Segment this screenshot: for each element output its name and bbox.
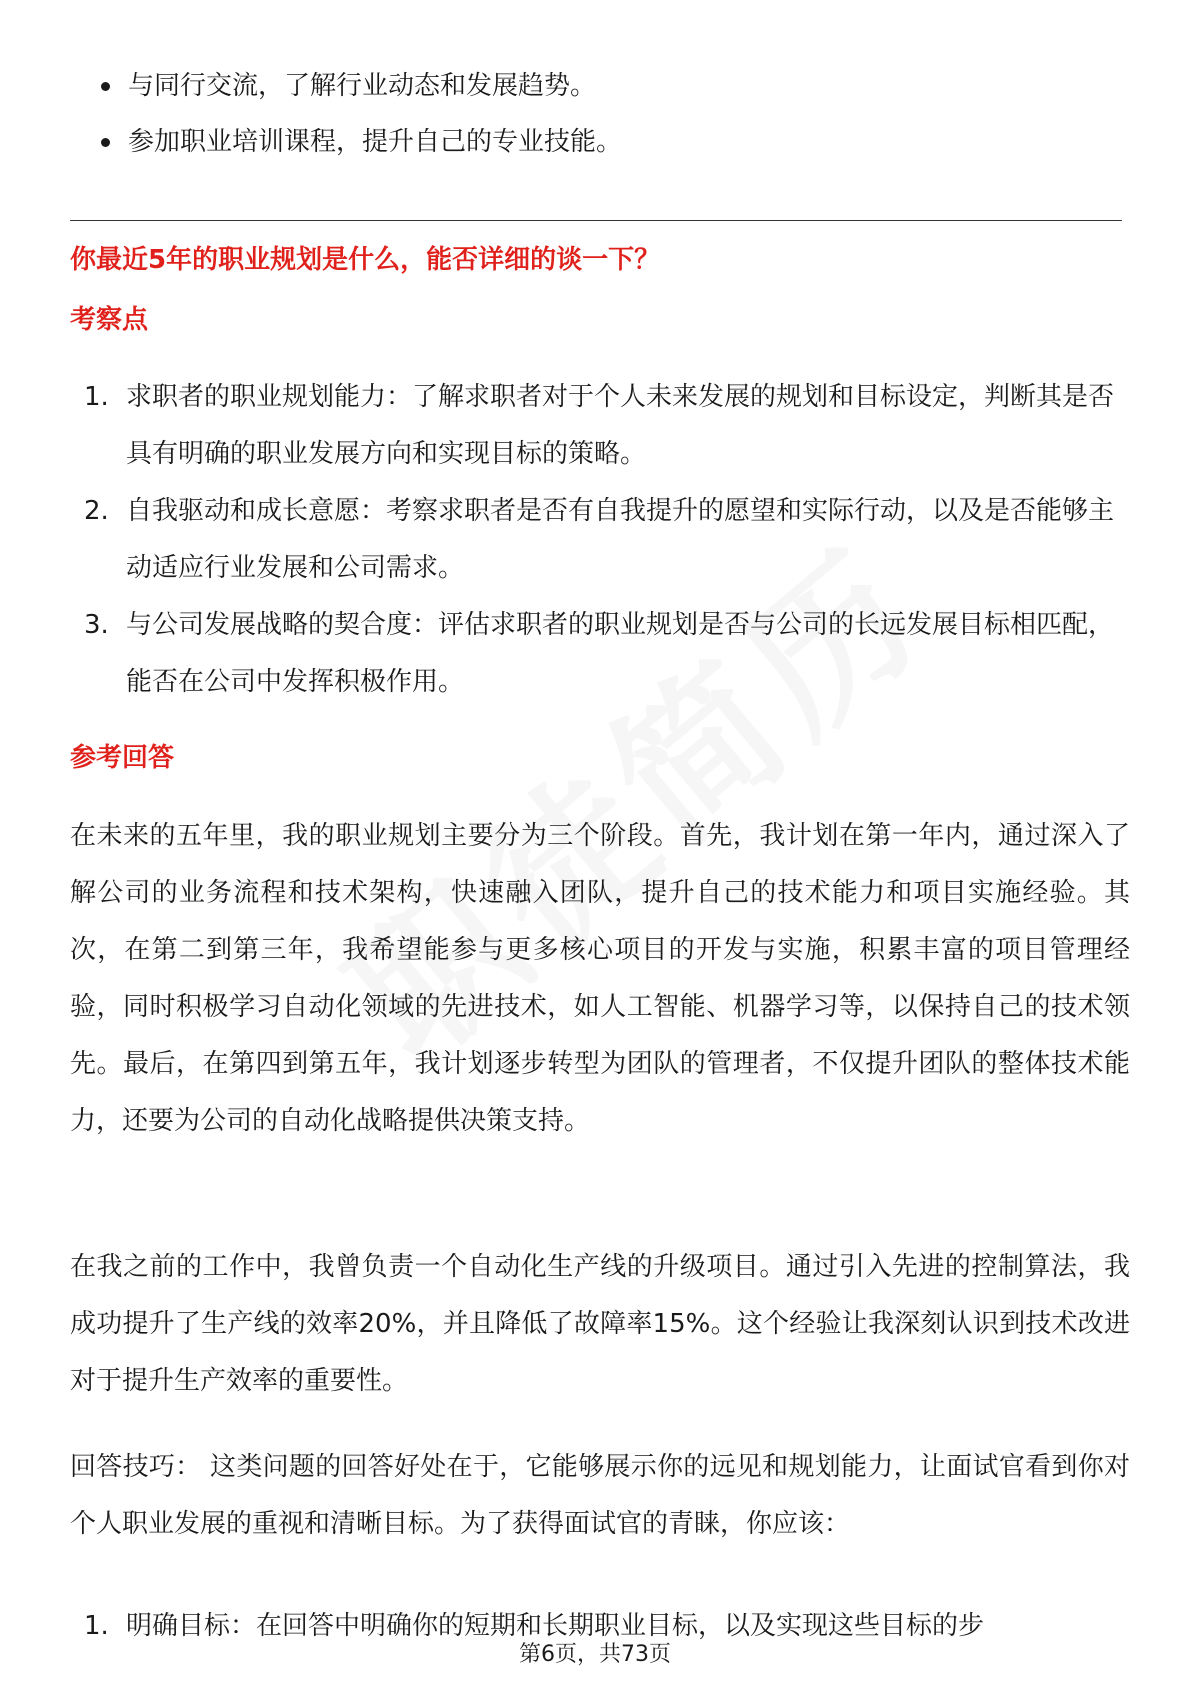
list-number: 3.	[84, 610, 109, 640]
list-text: 自我驱动和成长意愿：考察求职者是否有自我提升的愿望和实际行动，以及是否能够主动适应行业发展和公司需求。	[126, 496, 1115, 583]
list-item	[70, 369, 1130, 483]
bullet-item: 参加职业培训课程，提升自己的专业技能。	[98, 114, 1098, 170]
list-item	[70, 483, 1130, 597]
question-heading: 你最近5年的职业规划是什么，能否详细的谈一下？	[70, 245, 661, 275]
top-bullet-list	[98, 58, 1098, 170]
list-text: 求职者的职业规划能力：了解求职者对于个人未来发展的规划和目标设定，判断其是否具有明确的职业发展方向和实现目标的策略。	[126, 382, 1115, 469]
page-footer: 第6页，共73页	[519, 1642, 671, 1667]
section-divider	[70, 220, 1122, 221]
tips-paragraph: 回答技巧： 这类问题的回答好处在于，它能够展示你的远见和规划能力，让面试官看到你对个人职业发展的重视和清晰目标。为了获得面试官的青睐，你应该：	[70, 1452, 1130, 1539]
answer-paragraph: 在我之前的工作中，我曾负责一个自动化生产线的升级项目。通过引入先进的控制算法，我成功提升了生产线的效率20%，并且降低了故障率15%。这个经验让我深刻认识到技术改进对于提升生产效率的重要性。	[70, 1252, 1130, 1396]
bullet-item: 与同行交流，了解行业动态和发展趋势。	[98, 58, 1098, 114]
list-number: 1.	[84, 382, 109, 412]
list-text: 明确目标：在回答中明确你的短期和长期职业目标，以及实现这些目标的步	[126, 1611, 985, 1641]
list-text: 与公司发展战略的契合度：评估求职者的职业规划是否与公司的长远发展目标相匹配，能否在公司中发挥积极作用。	[126, 610, 1115, 697]
list-number: 1.	[84, 1611, 109, 1641]
cankao-heading: 参考回答	[70, 743, 175, 773]
kaochadian-heading: 考察点	[70, 305, 149, 335]
list-item	[70, 597, 1130, 711]
kaochadian-list	[70, 369, 1130, 711]
list-number: 2.	[84, 496, 109, 526]
answer-paragraph: 在未来的五年里，我的职业规划主要分为三个阶段。首先，我计划在第一年内，通过深入了解公司的业务流程和技术架构，快速融入团队，提升自己的技术能力和项目实施经验。其次，在第二到第三年，我希望能参与更多核心项目的开发与实施，积累丰富的项目管理经验，同时积极学习自动化领域的先进技术，如人工智能、机器学习等，以保持自己的技术领先。最后，在第四到第五年，我计划逐步转型为团队的管理者，不仅提升团队的整体技术能力，还要为公司的自动化战略提供决策支持。	[70, 821, 1130, 1136]
